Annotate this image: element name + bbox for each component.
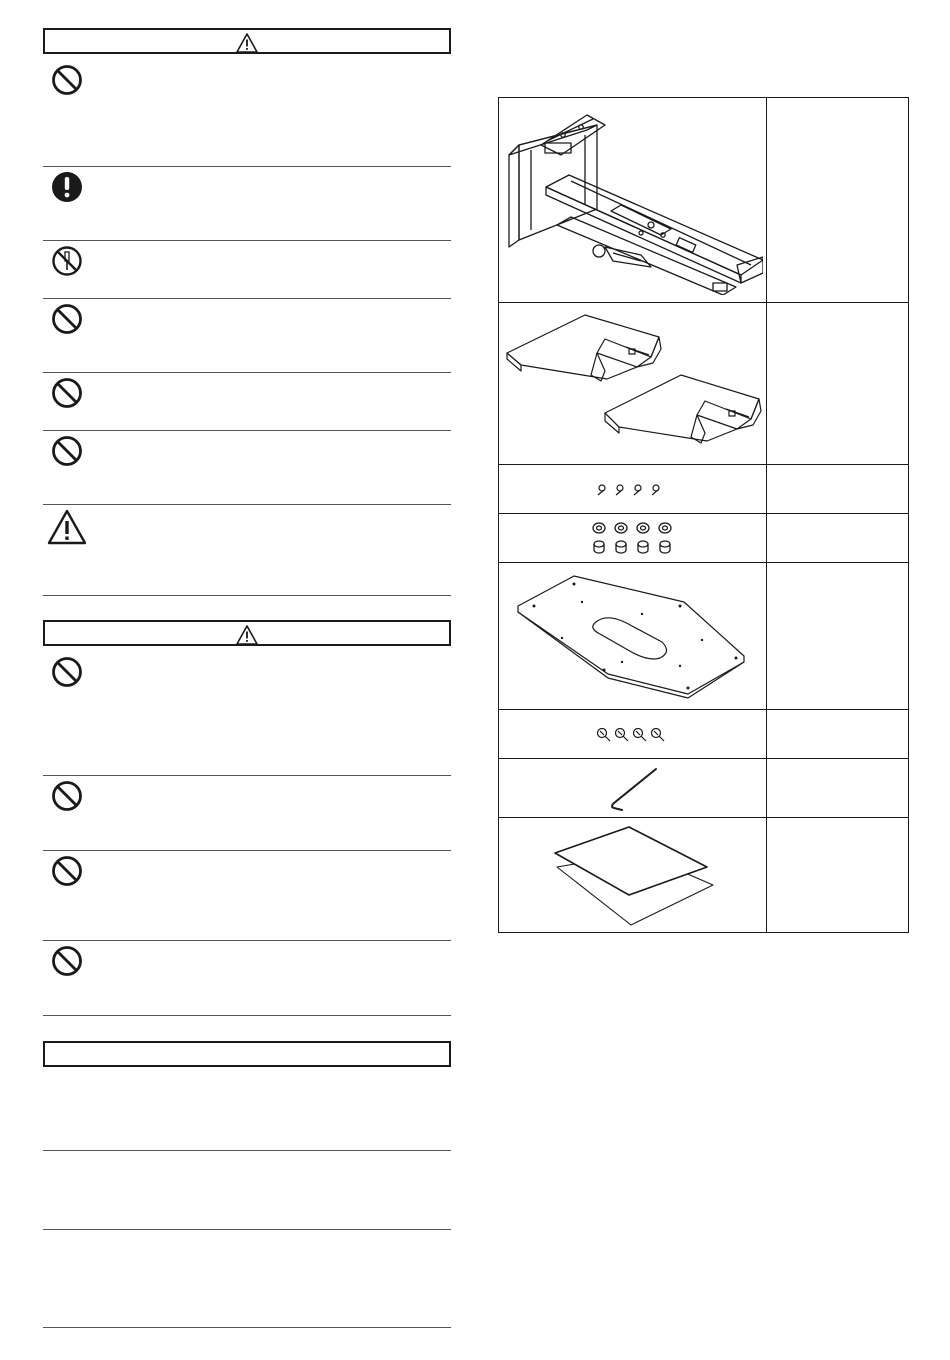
divider bbox=[43, 504, 451, 505]
part-description-cell bbox=[766, 465, 908, 514]
table-row bbox=[499, 465, 909, 514]
divider bbox=[43, 595, 451, 596]
part-image-cell bbox=[499, 759, 767, 818]
table-row bbox=[499, 710, 909, 759]
divider bbox=[43, 775, 451, 776]
divider bbox=[43, 298, 451, 299]
part-image-cell bbox=[499, 465, 767, 514]
table-row bbox=[499, 563, 909, 710]
table-row bbox=[499, 303, 909, 465]
prohibition-icon bbox=[51, 303, 83, 335]
divider bbox=[43, 1327, 451, 1328]
part-description-cell bbox=[766, 514, 908, 563]
part-description-cell bbox=[766, 303, 908, 465]
hex-wrench-icon bbox=[602, 765, 662, 811]
screw-icon bbox=[592, 724, 672, 744]
mounting-plate-illustration bbox=[512, 570, 752, 702]
warning-header-box bbox=[43, 28, 451, 54]
part-description-cell bbox=[766, 563, 908, 710]
part-description-cell bbox=[766, 818, 908, 933]
divider bbox=[43, 940, 451, 941]
table-row bbox=[499, 818, 909, 933]
parts-list-table bbox=[498, 97, 909, 933]
divider bbox=[43, 1229, 451, 1230]
screw-icon bbox=[592, 481, 672, 497]
part-description-cell bbox=[766, 98, 908, 303]
prohibition-icon bbox=[51, 780, 83, 812]
document-sheets-icon bbox=[547, 823, 717, 927]
table-row bbox=[499, 514, 909, 563]
divider bbox=[43, 166, 451, 167]
part-image-cell bbox=[499, 710, 767, 759]
divider bbox=[43, 430, 451, 431]
part-description-cell bbox=[766, 759, 908, 818]
divider bbox=[43, 372, 451, 373]
divider bbox=[43, 1150, 451, 1151]
section-header-box bbox=[43, 1041, 451, 1067]
divider bbox=[43, 1015, 451, 1016]
do-not-disassemble-icon bbox=[51, 245, 83, 277]
part-image-cell bbox=[499, 303, 767, 465]
warning-triangle-icon bbox=[47, 509, 87, 545]
warning-triangle-icon bbox=[236, 625, 258, 645]
cover-plate-illustration bbox=[501, 309, 763, 459]
divider bbox=[43, 850, 451, 851]
wall-mount-arm-illustration bbox=[501, 105, 763, 295]
warning-triangle-icon bbox=[236, 33, 258, 53]
table-row bbox=[499, 98, 909, 303]
prohibition-icon bbox=[51, 377, 83, 409]
table-row bbox=[499, 759, 909, 818]
part-image-cell bbox=[499, 98, 767, 303]
prohibition-icon bbox=[51, 435, 83, 467]
part-image-cell bbox=[499, 514, 767, 563]
mandatory-action-icon bbox=[51, 171, 83, 203]
part-image-cell bbox=[499, 818, 767, 933]
caution-header-box bbox=[43, 620, 451, 646]
prohibition-icon bbox=[51, 64, 83, 96]
divider bbox=[43, 240, 451, 241]
prohibition-icon bbox=[51, 656, 83, 688]
prohibition-icon bbox=[51, 855, 83, 887]
prohibition-icon bbox=[51, 945, 83, 977]
washer-icon bbox=[587, 520, 677, 556]
part-description-cell bbox=[766, 710, 908, 759]
part-image-cell bbox=[499, 563, 767, 710]
